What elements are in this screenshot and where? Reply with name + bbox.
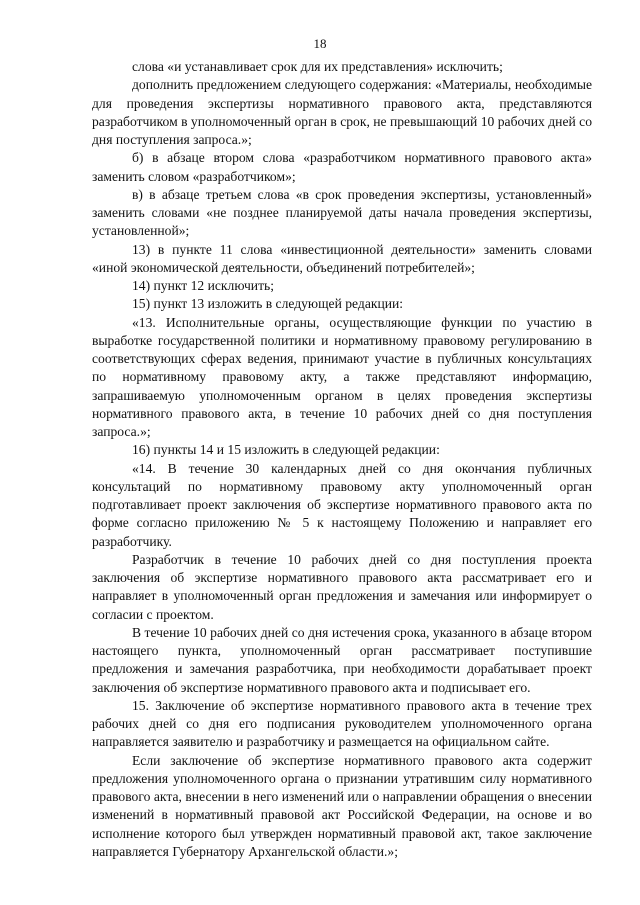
paragraph: дополнить предложением следующего содержания: «Материалы, необходимые для проведения экспертизы нормативного правового акта, представляются разработчиком в уполномоченный орган в срок, не превышающий 10 рабочих дней со дня поступления запроса.»; <box>92 77 592 147</box>
paragraph: 16) пункты 14 и 15 изложить в следующей редакции: <box>132 442 440 458</box>
paragraph: 15. Заключение об экспертизе нормативного правового акта в течение трех рабочих дней со дня его подписания руководителем уполномоченного органа направляется заявителю и разработчику и размещается на официальном сайте. <box>92 697 592 750</box>
paragraph: в) в абзаце третьем слова «в срок проведения экспертизы, установленный» заменить словами «не позднее планируемой даты начала проведения экспертизы, установленной»; <box>92 186 592 239</box>
page-number: 18 <box>313 36 327 51</box>
paragraph: «14. В течение 30 календарных дней со дня окончания публичных консультаций по нормативному правовому акту уполномоченный орган подготавливает проект заключения об экспертизе нормативного правового акта по форме согласно приложению № 5 к настоящему Положению и направляет его разработчику. <box>92 460 592 549</box>
paragraph: 15) пункт 13 изложить в следующей редакции: <box>132 296 404 312</box>
paragraph: 14) пункт 12 исключить; <box>132 278 274 293</box>
paragraph: «13. Исполнительные органы, осуществляющие функции по участию в выработке государственной политики и нормативному правовому регулированию в соответствующих сферах ведения, принимают участие в публичных консультациях по нормативному правовому акту, а также представляют информацию, запрашиваемую уполномоченным органом в целях проведения экспертизы нормативного правового акта, в течение 10 рабочих дней со дня поступления запроса.»; <box>92 314 592 439</box>
paragraph: б) в абзаце втором слова «разработчиком нормативного правового акта» заменить словом «разработчиком»; <box>92 150 592 184</box>
paragraph: Если заключение об экспертизе нормативного правового акта содержит предложения уполномоченного органа о признании утратившим силу нормативного правового акта, внесении в него изменений или о направлении обращения о внесении изменений в нормативный правовой акт Российской Федерации, на основе и во исполнение которого был утвержден нормативный правовой акт, такое заключение направляется Губернатору Архангельской области.»; <box>92 752 592 859</box>
document-body <box>92 58 592 861</box>
paragraph: слова «и устанавливает срок для их представления» исключить; <box>132 59 503 74</box>
paragraph: Разработчик в течение 10 рабочих дней со дня поступления проекта заключения об экспертизе нормативного правового акта рассматривает его и направляет в уполномоченный орган предложения и замечания или информирует о согласии с проектом. <box>92 551 592 622</box>
paragraph: 13) в пункте 11 слова «инвестиционной деятельности» заменить словами «иной экономической деятельности, объединений потребителей»; <box>92 241 592 275</box>
paragraph: В течение 10 рабочих дней со дня истечения срока, указанного в абзаце втором настоящего пункта, уполномоченный орган рассматривает поступившие предложения и замечания разработчика, при необходимости дорабатывает проект заключения об экспертизе нормативного правового акта и подписывает его. <box>92 624 592 695</box>
